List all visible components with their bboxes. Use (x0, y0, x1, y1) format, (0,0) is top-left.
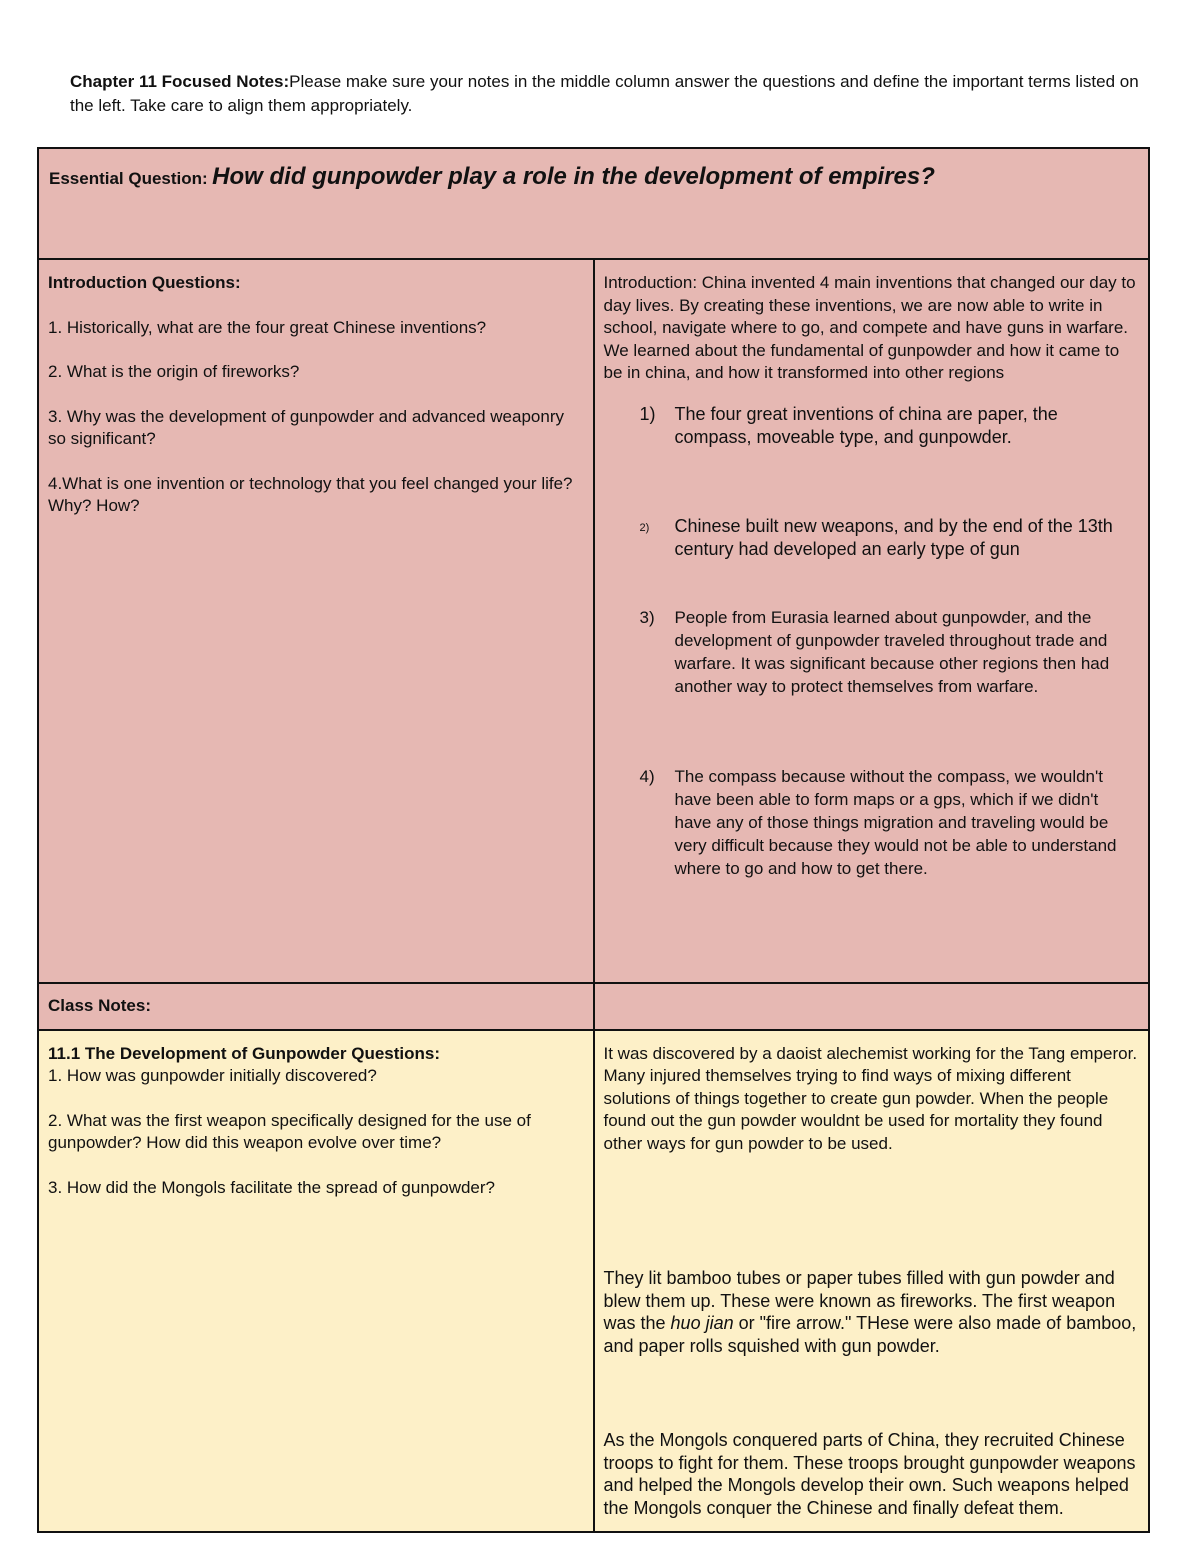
answer-number: 1) (639, 403, 656, 424)
section-questions-cell (38, 1030, 594, 1533)
huo-jian-term: huo jian (670, 1313, 734, 1333)
instructions-text: Please make sure your notes in the middle column answer the questions and define the important terms listed on the left. Take care to align them appropriately. (70, 72, 1139, 115)
section-question-2: 2. What was the first weapon specifically designed for the use of gunpowder? How did this weapon evolve over time? (48, 1110, 531, 1152)
answer-text: Chinese built new weapons, and by the end of the 13th century had developed an early type of gun (674, 515, 1113, 559)
page-title: Chapter 11 Focused Notes: (70, 72, 290, 91)
intro-question-1: 1. Historically, what are the four great Chinese inventions? (48, 317, 487, 337)
answer-number: 2) (639, 521, 650, 534)
answer-item-2 (604, 515, 1140, 561)
introduction-heading: Introduction Questions: (48, 273, 241, 292)
introduction-row (38, 259, 1149, 983)
answer-number: 3) (639, 607, 655, 627)
class-notes-label: Class Notes: (48, 996, 151, 1015)
section-11-1-row (38, 1030, 1149, 1533)
intro-question-3: 3. Why was the development of gunpowder and advanced weaponry so significant? (48, 406, 564, 448)
intro-question-4: 4.What is one invention or technology that you feel changed your life? Why? How? (48, 473, 573, 515)
section-note-3: As the Mongols conquered parts of China, they recruited Chinese troops to fight for them. These troops brought gunpowder weapons and helped the Mongols develop their own. Such weapons helped the Mongols conquer the Chinese and finally defeat them. (603, 1430, 1136, 1518)
essential-question-text: How did gunpowder play a role in the development of empires? (212, 163, 935, 190)
answer-text: The compass because without the compass, we wouldn't have been able to form maps or a gps, which if we didn't have any of those things migration and traveling would be very difficult because they would not be able to understand where to go and how to get there. (674, 766, 1117, 878)
essential-question-label: Essential Question: (49, 169, 208, 188)
essential-question-cell (38, 148, 1149, 259)
answer-item-1 (604, 403, 1140, 449)
class-notes-empty-cell (594, 983, 1150, 1030)
section-question-1: 1. How was gunpowder initially discovered? (48, 1066, 377, 1085)
answer-item-3 (604, 606, 1140, 698)
class-notes-label-cell (38, 983, 594, 1030)
section-notes-cell (594, 1030, 1150, 1533)
answer-text: The four great inventions of china are paper, the compass, moveable type, and gunpowder. (674, 403, 1058, 447)
answer-item-4 (604, 765, 1140, 880)
section-note-2: They lit bamboo tubes or paper tubes filled with gun powder and blew them up. These were known as fireworks. The first weapon was the huo jian or "fire arrow." THese were also made of bamboo, and paper rolls squished with gun powder. (603, 1268, 1137, 1356)
header-instructions (70, 70, 1140, 118)
introduction-answers (604, 403, 1140, 880)
introduction-notes-cell (594, 259, 1150, 983)
class-notes-row (38, 983, 1149, 1030)
section-question-3: 3. How did the Mongols facilitate the spread of gunpowder? (48, 1177, 495, 1197)
section-note-1: It was discovered by a daoist alechemist working for the Tang emperor. Many injured themselves trying to find ways of mixing different solutions of things together to create gun powder. When the people found out the gun powder wouldnt be used for mortality they found other ways for gun powder to be used. (603, 1043, 1138, 1153)
essential-question-row (38, 148, 1149, 259)
introduction-questions-cell (38, 259, 594, 983)
section-heading: 11.1 The Development of Gunpowder Questions: (48, 1043, 441, 1063)
answer-text: People from Eurasia learned about gunpowder, and the development of gunpowder traveled throughout trade and warfare. It was significant because other regions then had another way to protect themselves from warfare. (674, 607, 1110, 696)
intro-question-2: 2. What is the origin of fireworks? (48, 362, 300, 381)
answer-number: 4) (639, 766, 655, 786)
notes-table (37, 147, 1150, 1533)
introduction-paragraph: Introduction: China invented 4 main inventions that changed our day to day lives. By creating these inventions, we are now able to write in school, navigate where to go, and compete and have guns in warfare. We learned about the fundamental of gunpowder and how it came to be in china, and how it transformed into other regions (603, 273, 1136, 382)
